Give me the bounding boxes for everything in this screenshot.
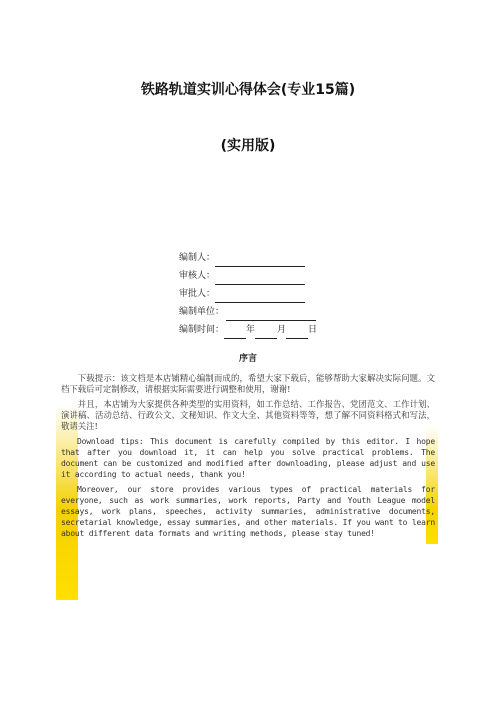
paragraph-en-2: Moreover, our store provides various types of practical materials for everyone, such as work summaries, work reports, Party and Youth League model essays, work plans, speeches, activity summaries, administrative documents, secretarial knowledge, essay summaries, and other materials. If you want to learn about different data formats and writing methods, please stay tuned! <box>61 485 435 538</box>
meta-unit-label: 编制单位： <box>179 307 225 317</box>
meta-editor-row <box>179 249 317 267</box>
meta-time-label: 编制时间： <box>179 325 225 335</box>
meta-time-row <box>179 321 317 339</box>
paragraph-cn-1: 下载提示：该文档是本店铺精心编制而成的，希望大家下载后，能够帮助大家解决实际问题。文档下载后可定制修改，请根据实际需要进行调整和使用，谢谢! <box>61 373 435 394</box>
meta-approver-row <box>179 285 317 303</box>
document-subtitle: (实用版) <box>220 138 276 154</box>
meta-approver-line <box>215 291 305 303</box>
meta-editor-label: 编制人： <box>179 253 216 263</box>
meta-reviewer-label: 审核人： <box>179 271 216 281</box>
meta-year-line <box>224 327 246 339</box>
document-title: 铁路轨道实训心得体会(专业15篇) <box>140 82 356 98</box>
meta-day-label: 日 <box>308 325 318 335</box>
meta-month-label: 月 <box>277 325 287 335</box>
paragraph-en-1: Download tips: This document is carefully compiled by this editor. I hope that after you download it, it can help you solve practical problems. The document can be customized and modified after downloading, please adjust and use it according to actual needs, thank you! <box>61 437 435 479</box>
meta-approver-label: 审批人： <box>179 289 216 299</box>
meta-reviewer-line <box>215 273 305 285</box>
paragraph-cn-2: 并且，本店铺为大家提供各种类型的实用资料，如工作总结、工作报告、党团范文、工作计划、演讲稿、活动总结、行政公文、文秘知识、作文大全、其他资料等等，想了解不同资料格式和写法，敬请关注! <box>61 399 435 431</box>
preface-heading: 序言 <box>238 354 257 364</box>
meta-unit-line <box>226 309 316 321</box>
meta-day-line <box>286 327 308 339</box>
meta-block <box>179 249 317 339</box>
meta-editor-line <box>215 255 305 267</box>
meta-year-label: 年 <box>246 325 256 335</box>
meta-unit-row <box>179 303 317 321</box>
preface-body <box>61 373 435 543</box>
meta-reviewer-row <box>179 267 317 285</box>
meta-month-line <box>255 327 277 339</box>
